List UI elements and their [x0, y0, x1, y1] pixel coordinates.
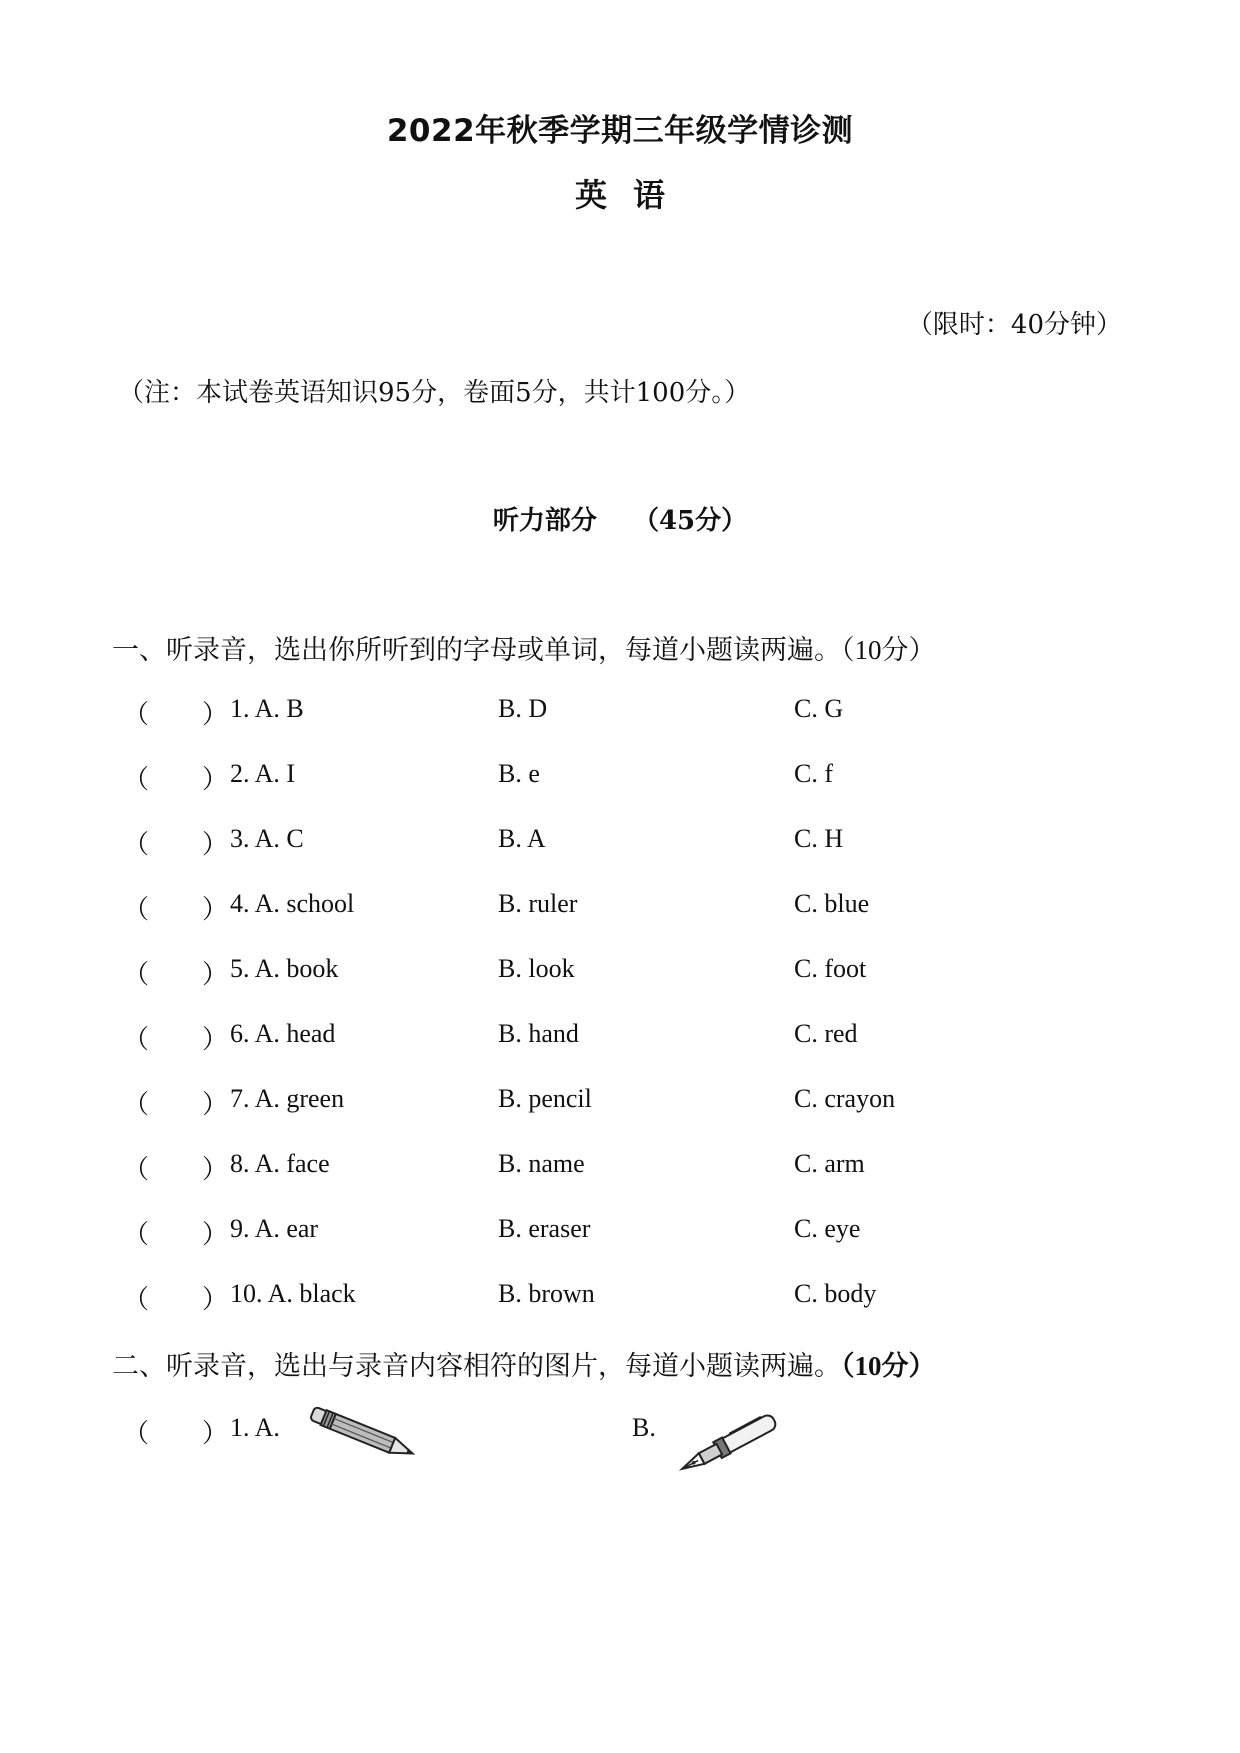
option-c: C. H [794, 824, 844, 853]
option-c: C. eye [794, 1214, 861, 1243]
subject-title: 英语 [574, 176, 691, 214]
option-a: 7. A. green [230, 1084, 345, 1113]
part-points: （45分） [632, 506, 748, 536]
question-row-6: （ ） 6. A. head B. hand C. red [123, 1019, 858, 1055]
option-a: 1. A. B [230, 694, 304, 723]
option-c: C. f [794, 759, 833, 788]
option-a: 8. A. face [230, 1149, 330, 1178]
time-limit: （限时：40分钟） [906, 310, 1122, 340]
option-c: C. G [794, 694, 844, 723]
section-1-points: （10分） [841, 635, 936, 665]
section-1-heading [112, 628, 936, 667]
question-row-2: （ ） 2. A. I B. e C. f [123, 759, 833, 795]
question-row-9: （ ） 9. A. ear B. eraser C. eye [123, 1214, 861, 1250]
option-b: B. ruler [498, 889, 578, 918]
section-2-points: （10分） [841, 1351, 936, 1381]
option-c: C. crayon [794, 1084, 896, 1113]
option-b: B. name [498, 1149, 585, 1178]
option-b: B. [632, 1413, 656, 1442]
picture-question-row-1: （ ） 1. A. B. [0, 1413, 1240, 1483]
option-a: 10. A. black [230, 1279, 356, 1308]
part-heading [0, 500, 1240, 537]
option-a: 5. A. book [230, 954, 339, 983]
option-a: 3. A. C [230, 824, 304, 853]
option-b: B. pencil [498, 1084, 592, 1113]
section-2-title: 二、听录音，选出与录音内容相符的图片，每道小题读两遍。 [112, 1351, 841, 1382]
option-c: C. foot [794, 954, 867, 983]
part-label: 听力部分 [492, 506, 597, 536]
option-b: B. A [498, 824, 546, 853]
option-c: C. body [794, 1279, 877, 1308]
option-b: B. D [498, 694, 548, 723]
question-row-8: （ ） 8. A. face B. name C. arm [123, 1149, 865, 1185]
section-1-title: 一、听录音，选出你所听到的字母或单词，每道小题读两遍。 [112, 635, 841, 666]
page-title: 2022年秋季学期三年级学情诊测 [386, 113, 854, 149]
question-row-3: （ ） 3. A. C B. A C. H [123, 824, 844, 860]
score-note: （注：本试卷英语知识95分，卷面5分，共计100分。） [118, 378, 751, 408]
option-c: C. blue [794, 889, 870, 918]
question-row-7: （ ） 7. A. green B. pencil C. crayon [123, 1084, 896, 1120]
option-a: 4. A. school [230, 889, 355, 918]
question-row-5: （ ） 5. A. book B. look C. foot [123, 954, 867, 990]
option-b: B. brown [498, 1279, 595, 1308]
option-a: 2. A. I [230, 759, 295, 788]
option-b: B. eraser [498, 1214, 591, 1243]
option-a: 9. A. ear [230, 1214, 319, 1243]
section-2-heading [112, 1344, 936, 1383]
option-a: 1. A. [230, 1413, 280, 1442]
question-row-4: （ ） 4. A. school B. ruler C. blue [123, 889, 870, 925]
option-b: B. hand [498, 1019, 579, 1048]
option-b: B. look [498, 954, 575, 983]
question-row-1: （ ） 1. A. B B. D C. G [123, 694, 844, 730]
option-c: C. red [794, 1019, 858, 1048]
fountain-pen-icon [672, 1409, 786, 1479]
question-row-10: （ ） 10. A. black B. brown C. body [123, 1279, 877, 1315]
option-c: C. arm [794, 1149, 865, 1178]
pencil-icon [302, 1407, 426, 1463]
option-b: B. e [498, 759, 540, 788]
option-a: 6. A. head [230, 1019, 336, 1048]
